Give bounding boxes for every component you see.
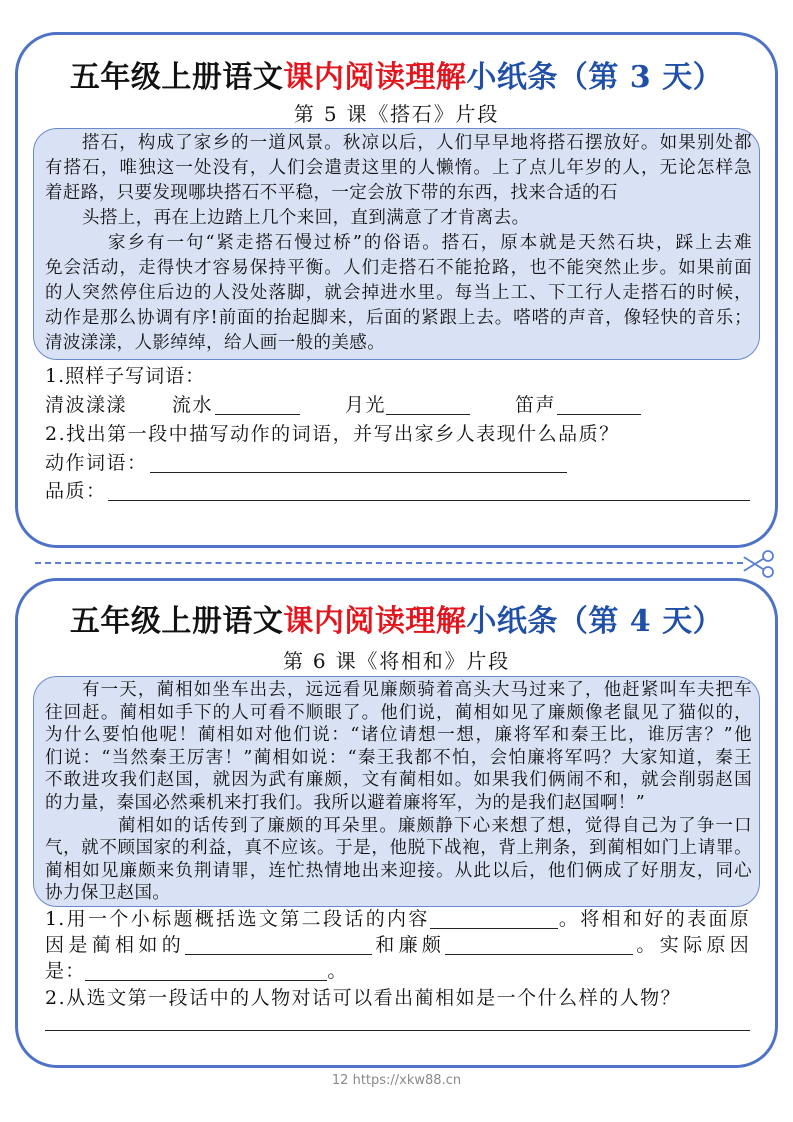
sheet-title <box>18 60 775 96</box>
question-1-line-1 <box>45 906 750 932</box>
question-1-text: 。将相和好的表面原 <box>557 908 750 930</box>
page-number: 12 <box>331 1073 349 1088</box>
cut-line <box>35 562 743 564</box>
question-1-line-3 <box>45 958 750 984</box>
question-1-text: 和廉颇 <box>372 934 446 956</box>
passage-line: 头搭上，再在上边踏上几个来回，直到满意了才肯离去。 <box>82 208 530 228</box>
answer-blank-word-1[interactable] <box>215 392 300 415</box>
worksheet-card-day3 <box>15 32 778 548</box>
quality-label: 品质： <box>45 480 107 502</box>
question-2-prompt: 2.从选文第一段话中的人物对话可以看出蔺相如是一个什么样的人物？ <box>45 987 682 1009</box>
title-note: 小纸条（第 4 天） <box>466 604 724 639</box>
question-1-line-2 <box>45 932 750 958</box>
answer-blank-word-3[interactable] <box>557 392 641 415</box>
title-note: 小纸条（第 3 天） <box>466 60 724 95</box>
answer-blank-subtitle[interactable] <box>430 908 558 929</box>
passage-line: 的人突然停住后边的人没处落脚，就会掉进水里。每当上工、下工行人走搭石的时候， <box>45 283 752 303</box>
lesson-heading: 第 5 课《搭石》片段 <box>293 102 500 126</box>
passage-line: 动作是那么协调有序!前面的抬起脚来，后面的紧跟上去。嗒嗒的声音，像轻快的音乐； <box>45 308 752 328</box>
answer-blank-quality[interactable] <box>108 478 750 501</box>
answer-blank-word-2[interactable] <box>386 392 470 415</box>
answer-blank-real-reason[interactable] <box>85 960 327 981</box>
passage-line: 清波漾漾，人影绰绰，给人画一般的美感。 <box>45 333 386 353</box>
page-footer <box>0 1072 793 1090</box>
action-words-label: 动作词语： <box>45 452 148 474</box>
passage-line: 气，就不顾国家的利益，真不应该。于是，他脱下战袍，背上荆条，到蔺相如门上请罪。 <box>45 838 752 859</box>
word-label-3: 笛声 <box>515 394 557 416</box>
reading-passage <box>33 676 760 907</box>
word-label-2: 月光 <box>345 394 387 416</box>
passage-line: 不敢进攻我们赵国，就因为武有廉颇，文有蔺相如。如果我们俩闹不和，就会削弱赵国 <box>45 770 752 791</box>
title-grade: 五年级上册语文 <box>69 60 284 95</box>
passage-line: 蔺相如见廉颇来负荆请罪，连忙热情地出来迎接。从此以后，他们俩成了好朋友，同心 <box>45 860 752 881</box>
passage-line: 免会活动，走得快才容易保持平衡。人们走搭石不能抢路，也不能突然止步。如果前面 <box>45 258 752 278</box>
passage-line: 为什么要怕他呢！蔺相如对他们说：“诸位请想一想，廉将军和秦王比，谁厉害？”他 <box>45 725 752 746</box>
question-1-prompt: 1.照样子写词语： <box>45 365 206 387</box>
passage-line: 们说：“当然秦王厉害！”蔺相如说：“秦王我都不怕，会怕廉将军吗？大家知道，秦王 <box>45 747 752 768</box>
source-url: https://xkw88.cn <box>352 1073 462 1088</box>
passage-line: 的力量，秦国必然乘机来打我们。我所以避着廉将军，为的是我们赵国啊！” <box>45 792 646 813</box>
question-1-text: 。实际原因 <box>633 934 750 956</box>
title-topic: 课内阅读理解 <box>283 604 467 639</box>
example-word: 清波漾漾 <box>45 394 128 416</box>
answer-line-character[interactable] <box>45 1008 750 1031</box>
passage-line: 家乡有一句“紧走搭石慢过桥”的俗语。搭石，原本就是天然石块，踩上去难 <box>108 233 752 253</box>
answer-blank-action-words[interactable] <box>150 450 567 473</box>
lesson-heading: 第 6 课《将相和》片段 <box>282 649 511 673</box>
question-1-text: 。 <box>327 960 348 982</box>
passage-line: 蔺相如的话传到了廉颇的耳朵里。廉颇静下心来想了想，觉得自己为了争一口 <box>118 815 752 836</box>
sheet-title <box>18 604 775 640</box>
passage-line: 往回赶。蔺相如手下的人可看不顺眼了。他们说，蔺相如见了廉颇像老鼠见了猫似的， <box>45 702 752 723</box>
worksheet-card-day4 <box>15 578 778 1068</box>
passage-line: 协力保卫赵国。 <box>45 883 171 904</box>
answer-blank-lin-xiangru[interactable] <box>185 934 372 955</box>
question-1-text: 因是蔺相如的 <box>45 934 186 956</box>
question-1-text: 1.用一个小标题概括选文第二段话的内容 <box>45 908 430 930</box>
answer-blank-lian-po[interactable] <box>445 934 633 955</box>
title-grade: 五年级上册语文 <box>69 604 284 639</box>
passage-line: 有一天，蔺相如坐车出去，远远看见廉颇骑着高头大马过来了，他赶紧叫车夫把车 <box>82 680 752 700</box>
reading-passage <box>33 128 760 360</box>
passage-line: 有搭石，唯独这一处没有，人们会遣责这里的人懒惰。上了点儿年岁的人，无论怎样急 <box>45 158 752 178</box>
passage-line: 搭石，构成了家乡的一道风景。秋凉以后，人们早早地将搭石摆放好。如果别处都 <box>82 133 752 153</box>
question-1-text: 是： <box>45 960 86 982</box>
scissors-icon <box>742 548 776 580</box>
question-2-prompt: 2.找出第一段中描写动作的词语，并写出家乡人表现什么品质？ <box>45 423 620 445</box>
title-topic: 课内阅读理解 <box>283 60 467 95</box>
passage-line: 着赶路，只要发现哪块搭石不平稳，一定会放下带的东西，找来合适的石 <box>45 183 618 203</box>
word-label-1: 流水 <box>172 394 214 416</box>
